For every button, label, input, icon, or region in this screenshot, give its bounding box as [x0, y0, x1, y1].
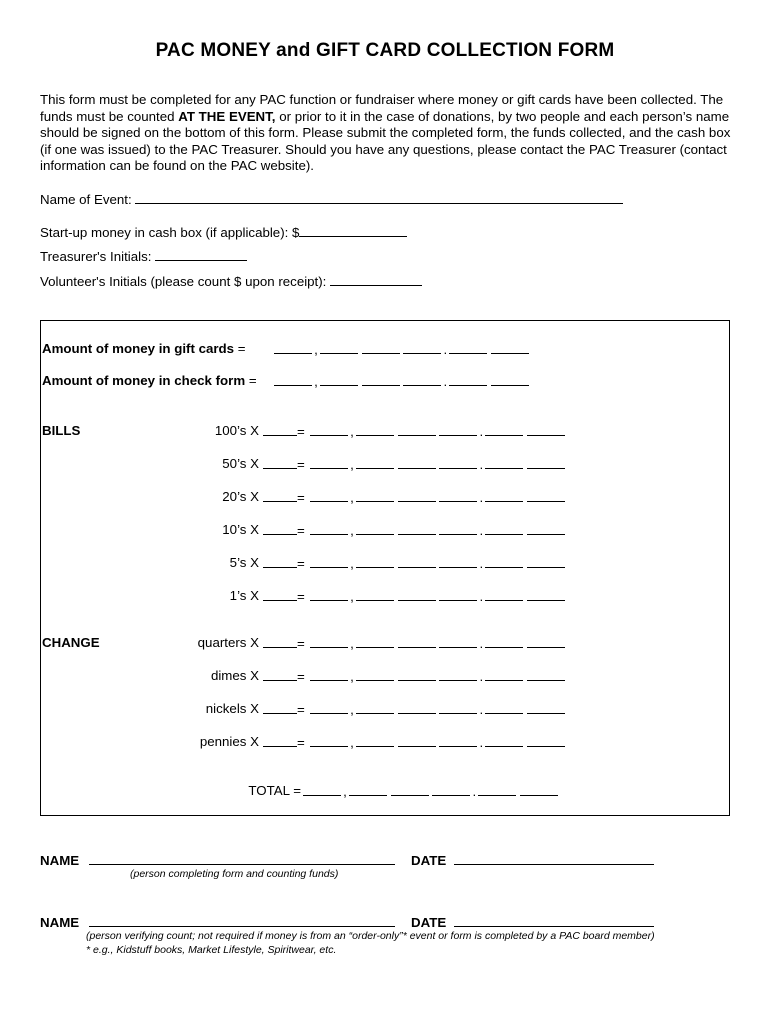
checks-equals: = [248, 373, 257, 388]
amount-dimes-blank[interactable] [478, 783, 516, 796]
bill-equals: = [297, 424, 305, 439]
amount-tens-blank[interactable] [398, 635, 436, 648]
change-label-1: dimes X [210, 668, 259, 683]
checks-row [42, 373, 257, 388]
amount-ones-blank[interactable] [432, 783, 470, 796]
amount-hundreds-blank[interactable] [356, 668, 394, 681]
bill-count-field-2 [263, 489, 305, 505]
amount-cents-blank[interactable] [520, 783, 558, 796]
amount-thousands-blank[interactable] [310, 635, 348, 648]
total-label: TOTAL = [248, 783, 301, 798]
bill-label-5: 1’s X [229, 588, 259, 603]
change-amount-2[interactable] [310, 701, 565, 717]
amount-ones-blank[interactable] [439, 635, 477, 648]
comma-separator: , [350, 457, 354, 472]
bill-count-blank[interactable] [263, 555, 297, 568]
amount-thousands-blank[interactable] [310, 668, 348, 681]
amount-cents-blank[interactable] [491, 341, 529, 354]
intro-bold: AT THE EVENT, [178, 108, 276, 124]
amount-tens-blank[interactable] [398, 522, 436, 535]
event-name-field [40, 191, 623, 207]
change-label: CHANGE [42, 635, 100, 650]
comma-separator: , [350, 523, 354, 538]
amount-cents-blank[interactable] [527, 489, 565, 502]
amount-thousands-blank[interactable] [310, 423, 348, 436]
amount-tens-blank[interactable] [398, 734, 436, 747]
form-title: PAC MONEY and GIFT CARD COLLECTION FORM [155, 40, 615, 61]
amount-cents-blank[interactable] [527, 423, 565, 436]
amount-cents-blank[interactable] [491, 373, 529, 386]
comma-separator: , [343, 784, 347, 799]
decimal-separator: . [479, 589, 484, 604]
comma-separator: , [350, 490, 354, 505]
amount-thousands-blank[interactable] [310, 456, 348, 469]
amount-dimes-blank[interactable] [485, 489, 523, 502]
bill-count-field-5 [263, 588, 305, 604]
startup-money-label: Start-up money in cash box (if applicable): $ [40, 225, 300, 240]
bill-count-field-1 [263, 456, 305, 472]
amount-tens-blank[interactable] [398, 456, 436, 469]
amount-thousands-blank[interactable] [310, 701, 348, 714]
decimal-separator: . [443, 342, 448, 357]
name-label-2: NAME [40, 915, 80, 930]
amount-ones-blank[interactable] [439, 423, 477, 436]
change-amount-0[interactable] [310, 635, 565, 651]
amount-ones-blank[interactable] [439, 668, 477, 681]
change-equals: = [297, 669, 305, 684]
amount-dimes-blank[interactable] [485, 734, 523, 747]
amount-tens-blank[interactable] [398, 668, 436, 681]
comma-separator: , [350, 735, 354, 750]
bill-amount-3[interactable] [310, 522, 565, 538]
decimal-separator: . [479, 702, 484, 717]
bill-label-1: 50’s X [222, 456, 259, 471]
event-name-line[interactable] [135, 191, 623, 204]
amount-tens-blank[interactable] [391, 783, 429, 796]
startup-money-field [40, 224, 407, 240]
bill-label-3: 10’s X [222, 522, 259, 537]
amount-hundreds-blank[interactable] [356, 423, 394, 436]
amount-tens-blank[interactable] [362, 341, 400, 354]
amount-thousands-blank[interactable] [303, 783, 341, 796]
bill-count-field-4 [263, 555, 305, 571]
amount-tens-blank[interactable] [398, 701, 436, 714]
bill-count-blank[interactable] [263, 423, 297, 436]
amount-dimes-blank[interactable] [485, 423, 523, 436]
amount-tens-blank[interactable] [398, 588, 436, 601]
amount-tens-blank[interactable] [362, 373, 400, 386]
bill-count-blank[interactable] [263, 456, 297, 469]
change-count-field-2 [263, 701, 305, 717]
amount-cents-blank[interactable] [527, 555, 565, 568]
change-count-field-3 [263, 734, 305, 750]
decimal-separator: . [479, 523, 484, 538]
change-count-field-0 [263, 635, 305, 651]
bill-label-0: 100’s X [214, 423, 259, 438]
change-equals: = [297, 735, 305, 750]
gift-cards-label: Amount of money in gift cards [42, 341, 235, 356]
collection-box [40, 320, 730, 816]
change-amount-3[interactable] [310, 734, 565, 750]
name-row-2 [40, 914, 395, 930]
amount-thousands-blank[interactable] [274, 341, 312, 354]
amount-hundreds-blank[interactable] [356, 522, 394, 535]
bill-label-2: 20’s X [222, 489, 259, 504]
name-row-1 [40, 852, 395, 868]
name-note-3: * e.g., Kidstuff books, Market Lifestyle, Spiritwear, etc. [86, 944, 337, 956]
amount-ones-blank[interactable] [439, 588, 477, 601]
bill-equals: = [297, 457, 305, 472]
bill-equals: = [297, 589, 305, 604]
amount-thousands-blank[interactable] [310, 588, 348, 601]
bill-count-blank[interactable] [263, 522, 297, 535]
bill-amount-4[interactable] [310, 555, 565, 571]
amount-cents-blank[interactable] [527, 456, 565, 469]
amount-thousands-blank[interactable] [310, 489, 348, 502]
amount-dimes-blank[interactable] [485, 588, 523, 601]
amount-hundreds-blank[interactable] [320, 373, 358, 386]
comma-separator: , [314, 342, 318, 357]
change-amount-1[interactable] [310, 668, 565, 684]
amount-hundreds-blank[interactable] [349, 783, 387, 796]
amount-dimes-blank[interactable] [485, 555, 523, 568]
treasurer-initials-label: Treasurer's Initials: [40, 249, 152, 264]
bill-count-field-3 [263, 522, 305, 538]
treasurer-initials-field [40, 248, 247, 264]
amount-thousands-blank[interactable] [310, 734, 348, 747]
change-equals: = [297, 636, 305, 651]
amount-ones-blank[interactable] [403, 373, 441, 386]
amount-dimes-blank[interactable] [485, 456, 523, 469]
bill-amount-2[interactable] [310, 489, 565, 505]
amount-cents-blank[interactable] [527, 588, 565, 601]
change-count-blank[interactable] [263, 734, 297, 747]
bill-count-blank[interactable] [263, 489, 297, 502]
amount-thousands-blank[interactable] [310, 555, 348, 568]
amount-ones-blank[interactable] [439, 734, 477, 747]
amount-thousands-blank[interactable] [310, 522, 348, 535]
gift-cards-row [42, 341, 246, 356]
decimal-separator: . [479, 636, 484, 651]
comma-separator: , [350, 589, 354, 604]
decimal-separator: . [472, 784, 477, 799]
amount-hundreds-blank[interactable] [356, 489, 394, 502]
change-count-blank[interactable] [263, 635, 297, 648]
amount-cents-blank[interactable] [527, 668, 565, 681]
bill-amount-0[interactable] [310, 423, 565, 439]
amount-hundreds-blank[interactable] [356, 456, 394, 469]
amount-dimes-blank[interactable] [485, 701, 523, 714]
amount-ones-blank[interactable] [439, 522, 477, 535]
decimal-separator: . [479, 424, 484, 439]
intro-text-1: This form must be completed for any PAC function or fundraiser where money or gift cards have been collected. The funds must be counted [40, 92, 724, 124]
decimal-separator: . [443, 374, 448, 389]
amount-cents-blank[interactable] [527, 734, 565, 747]
date-line-1[interactable] [454, 852, 654, 865]
date-label-2: DATE [411, 915, 447, 930]
decimal-separator: . [479, 556, 484, 571]
change-label-3: pennies X [199, 734, 259, 749]
checks-label: Amount of money in check form [42, 373, 246, 388]
amount-tens-blank[interactable] [398, 423, 436, 436]
intro-paragraph [40, 92, 740, 175]
comma-separator: , [314, 374, 318, 389]
change-label-0: quarters X [197, 635, 259, 650]
amount-dimes-blank[interactable] [485, 635, 523, 648]
change-count-blank[interactable] [263, 668, 297, 681]
date-line-2[interactable] [454, 914, 654, 927]
treasurer-initials-line[interactable] [155, 248, 247, 261]
name-note-2: (person verifying count; not required if money is from an “order-only”* event or form is completed by a PAC board member) [86, 930, 655, 942]
amount-hundreds-blank[interactable] [356, 734, 394, 747]
startup-money-line[interactable] [299, 224, 407, 237]
amount-dimes-blank[interactable] [449, 373, 487, 386]
amount-dimes-blank[interactable] [485, 522, 523, 535]
change-equals: = [297, 702, 305, 717]
amount-ones-blank[interactable] [403, 341, 441, 354]
date-label-1: DATE [411, 853, 447, 868]
bill-label-4: 5’s X [229, 555, 259, 570]
volunteer-initials-line[interactable] [330, 273, 422, 286]
bill-equals: = [297, 490, 305, 505]
gift-cards-amount[interactable] [274, 341, 529, 357]
amount-hundreds-blank[interactable] [356, 701, 394, 714]
total-amount[interactable] [303, 783, 558, 799]
bill-equals: = [297, 556, 305, 571]
decimal-separator: . [479, 457, 484, 472]
amount-ones-blank[interactable] [439, 489, 477, 502]
decimal-separator: . [479, 735, 484, 750]
date-row-1 [411, 852, 654, 868]
name-line-2[interactable] [89, 914, 395, 927]
event-name-label: Name of Event: [40, 192, 132, 207]
amount-hundreds-blank[interactable] [356, 635, 394, 648]
amount-cents-blank[interactable] [527, 635, 565, 648]
amount-ones-blank[interactable] [439, 456, 477, 469]
comma-separator: , [350, 556, 354, 571]
bill-amount-1[interactable] [310, 456, 565, 472]
amount-ones-blank[interactable] [439, 701, 477, 714]
amount-cents-blank[interactable] [527, 522, 565, 535]
amount-cents-blank[interactable] [527, 701, 565, 714]
volunteer-initials-field [40, 273, 422, 289]
decimal-separator: . [479, 490, 484, 505]
amount-tens-blank[interactable] [398, 555, 436, 568]
name-label-1: NAME [40, 853, 80, 868]
comma-separator: , [350, 702, 354, 717]
amount-dimes-blank[interactable] [485, 668, 523, 681]
bill-amount-5[interactable] [310, 588, 565, 604]
change-count-blank[interactable] [263, 701, 297, 714]
amount-ones-blank[interactable] [439, 555, 477, 568]
amount-hundreds-blank[interactable] [320, 341, 358, 354]
comma-separator: , [350, 669, 354, 684]
amount-hundreds-blank[interactable] [356, 588, 394, 601]
checks-amount[interactable] [274, 373, 529, 389]
amount-dimes-blank[interactable] [449, 341, 487, 354]
comma-separator: , [350, 424, 354, 439]
amount-tens-blank[interactable] [398, 489, 436, 502]
gift-cards-equals: = [237, 341, 246, 356]
name-note-1: (person completing form and counting funds) [130, 868, 339, 880]
decimal-separator: . [479, 669, 484, 684]
amount-thousands-blank[interactable] [274, 373, 312, 386]
comma-separator: , [350, 636, 354, 651]
change-label-2: nickels X [205, 701, 259, 716]
bill-count-field-0 [263, 423, 305, 439]
change-count-field-1 [263, 668, 305, 684]
date-row-2 [411, 914, 654, 930]
amount-hundreds-blank[interactable] [356, 555, 394, 568]
name-line-1[interactable] [89, 852, 395, 865]
intro-text-2: or prior to it in the case of donations, by two people and each person’s name should be signed on the bottom of this form. Please submit the completed form, the funds collected, and the cash box (if one was issued) to the PAC Treasurer. Should you have any questions, please contact the PAC Treasurer (contact information can be found on the PAC website). [40, 108, 731, 173]
bill-equals: = [297, 523, 305, 538]
bill-count-blank[interactable] [263, 588, 297, 601]
volunteer-initials-label: Volunteer's Initials (please count $ upon receipt): [40, 274, 327, 289]
bills-label: BILLS [42, 423, 81, 438]
